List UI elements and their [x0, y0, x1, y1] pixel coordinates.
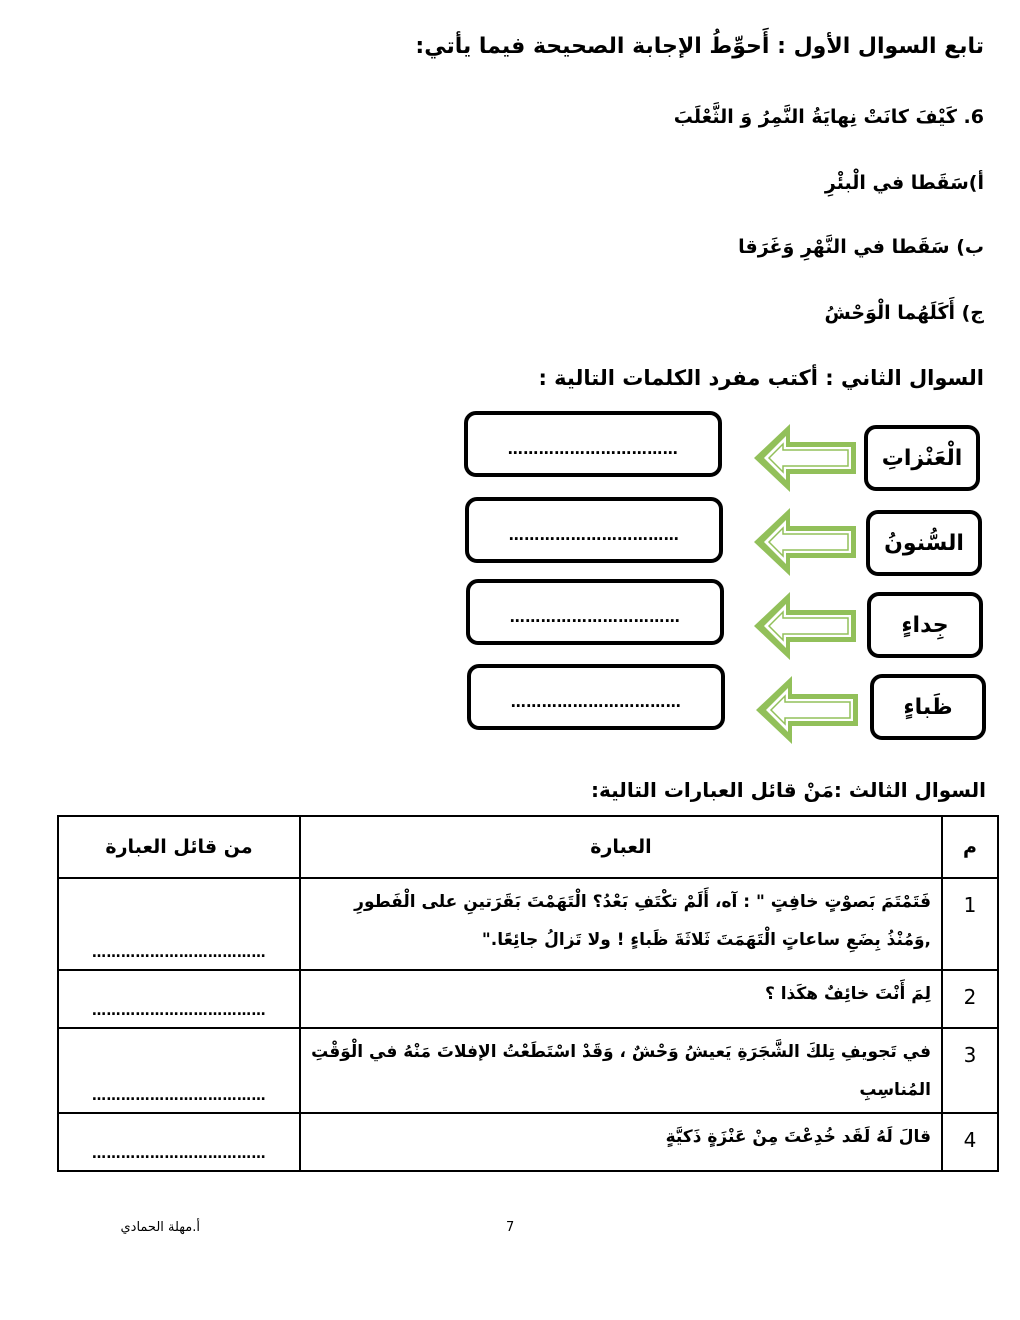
table-row	[58, 970, 998, 1028]
q1-option-c[interactable]: ج) أَكَلَهُما الْوَحْشُ	[824, 302, 984, 324]
row-statement: لِمَ أَنْتَ خائِفٌ هكَذا ؟	[300, 970, 942, 1028]
row-statement: فَتَمْتَمَ بَصوْتٍ خافِتٍ " : آه، أَلَمْ تكْتَفِ بَعْدُ؟ الْتَهَمْتَ بَقَرَتينِ على الْفَطورِ ,وَمُنْذُ بِضَعِ ساعاتٍ الْتَهَمَتَ ثَلاثَةَ ظَباءٍ ! ولا تَزالُ جائِعًا."	[300, 878, 942, 970]
answer-box[interactable]	[464, 411, 722, 477]
left-arrow-icon	[754, 674, 860, 746]
answer-blank[interactable]: ……………………………	[509, 608, 681, 626]
header-speaker: من قائل العبارة	[58, 816, 300, 878]
word-label: الْعَنْزاتِ	[881, 445, 963, 471]
row-statement: قالَ لَهُ لَقَد خُدِعْتَ مِنْ عَنْزَةٍ ذَكيَّةٍ	[300, 1113, 942, 1171]
word-box	[864, 425, 980, 491]
row-statement: في تَجويفِ تِلكَ الشَّجَرَةِ يَعيشُ وَحْشٌ ، وَقَدْ اسْتَطَعْتُ الإفلاتَ مَنْهُ في الْوَقْتِ المُناسِبِ	[300, 1028, 942, 1113]
header-statement: العبارة	[300, 816, 942, 878]
speaker-answer-blank[interactable]: ………………………………	[58, 1113, 300, 1171]
row-number: 1	[942, 878, 998, 970]
answer-box[interactable]	[465, 497, 723, 563]
footer-author: أ.مهلة الحمادي	[120, 1220, 200, 1235]
row-number: 2	[942, 970, 998, 1028]
q1-question: 6. كَيْفَ كانَتْ نِهايَةُ النَّمِرُ وَ الثَّعْلَبَ	[673, 106, 984, 128]
q1-option-b[interactable]: ب) سَقَطا في النَّهْرِ وَغَرَقا	[738, 236, 984, 258]
speaker-answer-blank[interactable]: ………………………………	[58, 878, 300, 970]
page-number: 7	[506, 1220, 515, 1235]
row-number: 3	[942, 1028, 998, 1113]
row-number: 4	[942, 1113, 998, 1171]
table-row	[58, 1113, 998, 1171]
q1-option-a[interactable]: أ)سَقَطا في الْبئْرِ	[824, 172, 984, 194]
answer-box[interactable]	[467, 664, 725, 730]
left-arrow-icon	[752, 422, 858, 494]
word-box	[867, 592, 983, 658]
table-header-row	[58, 816, 998, 878]
table-row	[58, 878, 998, 970]
answer-blank[interactable]: ……………………………	[508, 526, 680, 544]
header-num: م	[942, 816, 998, 878]
answer-blank[interactable]: ……………………………	[510, 693, 682, 711]
left-arrow-icon	[752, 506, 858, 578]
q3-title: السوال الثالث :مَنْ قائل العبارات التالية:	[591, 778, 986, 802]
answer-box[interactable]	[466, 579, 724, 645]
left-arrow-icon	[752, 590, 858, 662]
q1-title: تابع السوال الأول : أَحوِّطُ الإجابة الصحيحة فيما يأتي:	[415, 34, 984, 59]
speaker-answer-blank[interactable]: ………………………………	[58, 970, 300, 1028]
answer-blank[interactable]: ……………………………	[507, 440, 679, 458]
q2-title: السوال الثاني : أكتب مفرد الكلمات التالية :	[538, 366, 984, 390]
table-row	[58, 1028, 998, 1113]
word-box	[870, 674, 986, 740]
speaker-answer-blank[interactable]: ………………………………	[58, 1028, 300, 1113]
word-label: جِداءٍ	[901, 612, 949, 638]
word-label: السُّنونُ	[884, 530, 964, 556]
speaker-table	[57, 815, 999, 1172]
word-label: ظَباءٍ	[903, 694, 953, 720]
word-box	[866, 510, 982, 576]
